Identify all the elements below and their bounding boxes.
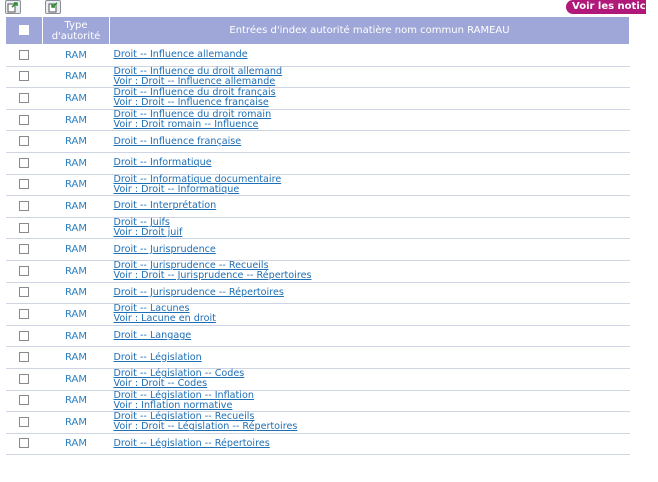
row-checkbox-cell [6,282,43,304]
authority-type-cell: RAM [43,304,110,326]
authority-type-cell: RAM [43,390,110,412]
export-button[interactable] [5,0,21,14]
table-row [6,217,630,239]
row-checkbox-cell [6,260,43,282]
entry-cell [110,260,630,282]
entry-cell [110,196,630,218]
row-checkbox-cell [6,433,43,455]
see-also-link[interactable]: Voir : Lacune en droit [113,313,216,325]
authority-type-cell: RAM [43,433,110,455]
row-checkbox[interactable] [19,244,29,254]
row-checkbox[interactable] [19,287,29,297]
entry-link[interactable]: Droit -- Jurisprudence -- Répertoires [113,286,284,298]
authority-type-cell: RAM [43,239,110,261]
see-also-link[interactable]: Voir : Droit romain -- Influence [113,119,259,131]
authority-type-cell: RAM [43,217,110,239]
row-checkbox-cell [6,325,43,347]
entry-cell [110,174,630,196]
row-checkbox-cell [6,390,43,412]
row-checkbox[interactable] [19,438,29,448]
table-row [6,174,630,196]
row-checkbox-cell [6,88,43,110]
authority-type-cell: RAM [43,109,110,131]
authority-entries-table [5,16,630,455]
table-row [6,109,630,131]
entry-link[interactable]: Droit -- Influence du droit romain [113,109,272,121]
entry-cell [110,347,630,369]
row-checkbox-cell [6,66,43,88]
entry-link[interactable]: Droit -- Informatique [113,157,212,169]
entry-link[interactable]: Droit -- Législation -- Répertoires [113,437,270,449]
table-row [6,304,630,326]
row-checkbox[interactable] [19,71,29,81]
entry-link[interactable]: Droit -- Langage [113,330,192,342]
select-all-header [6,17,43,45]
type-header-line2: d'autorité [51,30,101,42]
row-checkbox[interactable] [19,115,29,125]
row-checkbox[interactable] [19,352,29,362]
authority-type-cell: RAM [43,412,110,434]
entry-cell [110,88,630,110]
table-row [6,131,630,153]
see-also-link[interactable]: Voir : Droit -- Jurisprudence -- Répertoires [113,270,312,282]
row-checkbox[interactable] [19,201,29,211]
entry-link[interactable]: Droit -- Influence française [113,135,242,147]
table-row [6,325,630,347]
table-row [6,347,630,369]
see-also-link[interactable]: Voir : Droit -- Informatique [113,183,240,195]
table-row [6,196,630,218]
row-checkbox-cell [6,217,43,239]
row-checkbox-cell [6,196,43,218]
entry-link[interactable]: Droit -- Législation -- Codes [113,368,245,380]
row-checkbox[interactable] [19,50,29,60]
row-checkbox-cell [6,152,43,174]
entry-cell [110,239,630,261]
entry-link[interactable]: Droit -- Influence du droit français [113,87,276,99]
authority-type-cell: RAM [43,66,110,88]
row-checkbox[interactable] [19,223,29,233]
entry-link[interactable]: Droit -- Influence allemande [113,49,248,61]
entry-link[interactable]: Droit -- Législation [113,351,202,363]
entry-link[interactable]: Droit -- Juifs [113,217,170,229]
table-row [6,260,630,282]
type-header-line1: Type [64,19,88,31]
row-checkbox-cell [6,109,43,131]
row-checkbox-cell [6,304,43,326]
entry-cell [110,217,630,239]
row-checkbox[interactable] [19,179,29,189]
table-row [6,368,630,390]
row-checkbox-cell [6,412,43,434]
authority-type-cell: RAM [43,282,110,304]
row-checkbox[interactable] [19,395,29,405]
row-checkbox[interactable] [19,266,29,276]
table-row [6,239,630,261]
table-row [6,433,630,455]
see-also-link[interactable]: Voir : Inflation normative [113,399,233,411]
authority-type-cell: RAM [43,347,110,369]
entry-cell [110,304,630,326]
table-row [6,282,630,304]
authority-type-cell: RAM [43,174,110,196]
table-row [6,66,630,88]
row-checkbox[interactable] [19,374,29,384]
entry-cell [110,325,630,347]
table-row [6,390,630,412]
authority-type-cell: RAM [43,131,110,153]
row-checkbox[interactable] [19,417,29,427]
see-also-link[interactable]: Voir : Droit -- Influence allemande [113,75,276,87]
type-autorite-header [43,17,110,45]
entry-cell [110,66,630,88]
toolbar [0,0,658,14]
row-checkbox[interactable] [19,309,29,319]
entry-link[interactable]: Droit -- Législation -- Inflation [113,389,254,401]
import-button[interactable] [45,0,61,14]
entry-cell [110,152,630,174]
entry-link[interactable]: Droit -- Jurisprudence [113,243,216,255]
entry-cell [110,368,630,390]
entry-cell [110,109,630,131]
authority-type-cell: RAM [43,152,110,174]
authority-type-cell: RAM [43,196,110,218]
see-also-link[interactable]: Voir : Droit -- Influence française [113,97,269,109]
export-icon [6,1,20,13]
row-checkbox-cell [6,174,43,196]
row-checkbox[interactable] [19,136,29,146]
table-header-row [6,17,630,45]
row-checkbox[interactable] [19,158,29,168]
row-checkbox-cell [6,239,43,261]
see-also-link[interactable]: Voir : Droit juif [113,227,183,239]
entry-link[interactable]: Droit -- Jurisprudence -- Recueils [113,260,269,272]
import-icon [46,1,60,13]
entry-cell [110,433,630,455]
select-all-checkbox[interactable] [19,25,29,35]
entry-link[interactable]: Droit -- Lacunes [113,303,190,315]
entry-link[interactable]: Droit -- Législation -- Recueils [113,411,255,423]
see-also-link[interactable]: Voir : Droit -- Législation -- Répertoires [113,421,298,433]
entry-link[interactable]: Droit -- Influence du droit allemand [113,65,283,77]
entry-cell [110,412,630,434]
table-row [6,45,630,67]
entry-cell [110,131,630,153]
table-row [6,152,630,174]
row-checkbox-cell [6,347,43,369]
voir-les-notices-button[interactable]: Voir les notices [566,0,646,14]
entries-header: Entrées d'index autorité matière nom commun RAMEAU [110,17,630,45]
see-also-link[interactable]: Voir : Droit -- Codes [113,378,208,390]
row-checkbox-cell [6,131,43,153]
authority-type-cell: RAM [43,325,110,347]
row-checkbox-cell [6,368,43,390]
entry-cell [110,390,630,412]
authority-type-cell: RAM [43,45,110,67]
entry-link[interactable]: Droit -- Interprétation [113,200,217,212]
authority-type-cell: RAM [43,88,110,110]
row-checkbox[interactable] [19,93,29,103]
authority-type-cell: RAM [43,368,110,390]
row-checkbox[interactable] [19,331,29,341]
row-checkbox-cell [6,45,43,67]
entry-cell [110,282,630,304]
table-row [6,412,630,434]
entry-link[interactable]: Droit -- Informatique documentaire [113,173,282,185]
entry-cell [110,45,630,67]
authority-type-cell: RAM [43,260,110,282]
table-row [6,88,630,110]
